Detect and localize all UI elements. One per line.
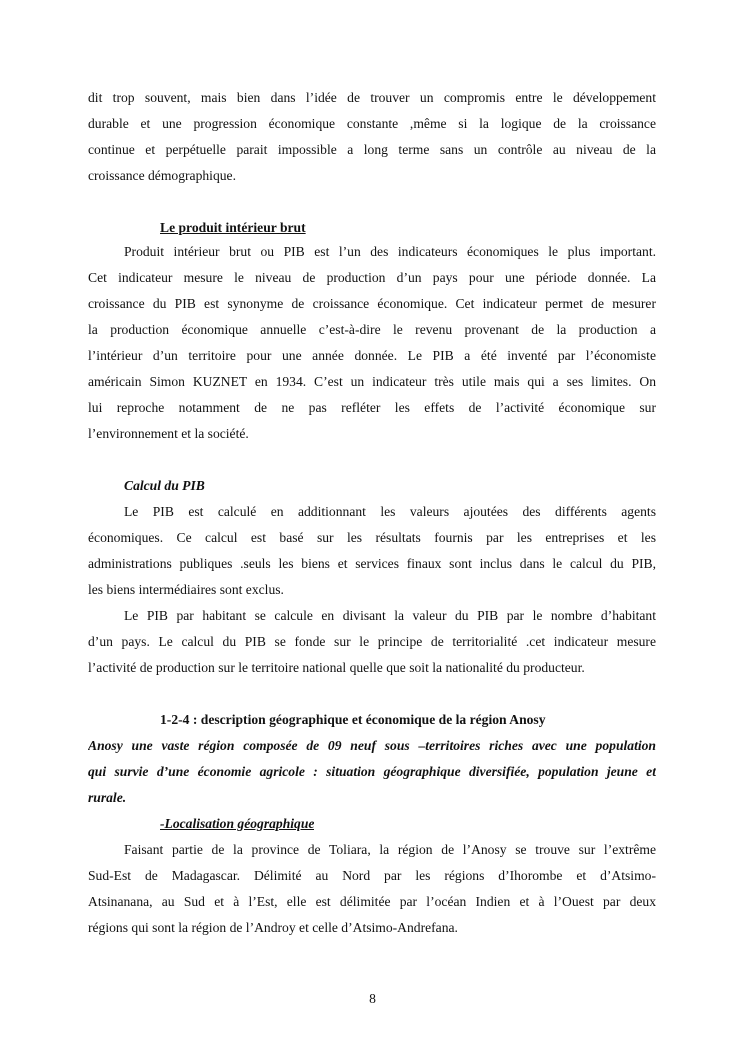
calcul-p1-line-2: économiques. Ce calcul est basé sur les résultats fournis par les entreprises et les [88,530,656,545]
calcul-p2-line-1: Le PIB par habitant se calcule en divisant la valeur du PIB par le nombre d’habitant [124,608,656,623]
intro-line-4: croissance démographique. [88,168,236,183]
pib-line-6: américain Simon KUZNET en 1934. C’est un indicateur très utile mais qui a ses limites. On [88,374,656,389]
intro-line-3: continue et perpétuelle parait impossible a long terme sans un contrôle au niveau de la [88,142,656,157]
localisation-line-4: régions qui sont la région de l’Androy et celle d’Atsimo-Andrefana. [88,920,458,935]
page-number: 8 [369,991,376,1006]
localisation-heading: -Localisation géographique [160,816,315,831]
pib-heading: Le produit intérieur brut [160,220,306,235]
summary-line-3: rurale. [88,790,127,805]
localisation-line-2: Sud-Est de Madagascar. Délimité au Nord par les régions d’Ihorombe et d’Atsimo- [88,868,656,883]
calcul-heading: Calcul du PIB [124,478,205,493]
calcul-p2-line-3: l’activité de production sur le territoire national quelle que soit la nationalité du producteur. [88,660,585,675]
section-heading: 1-2-4 : description géographique et économique de la région Anosy [160,712,546,727]
summary-line-2: qui survie d’une économie agricole : situation géographique diversifiée, population jeune et [88,764,656,779]
calcul-p1-line-4: les biens intermédiaires sont exclus. [88,582,284,597]
calcul-p1-line-3: administrations publiques .seuls les biens et services finaux sont inclus dans le calcul du PIB, [88,556,656,571]
localisation-line-1: Faisant partie de la province de Toliara, la région de l’Anosy se trouve sur l’extrême [124,842,656,857]
pib-line-3: croissance du PIB est synonyme de croissance économique. Cet indicateur permet de mesurer [88,296,656,311]
pib-line-5: l’intérieur d’un territoire pour une année donnée. Le PIB a été inventé par l’économiste [88,348,656,363]
intro-line-2: durable et une progression économique constante ,même si la logique de la croissance [88,116,656,131]
pib-line-8: l’environnement et la société. [88,426,249,441]
pib-line-4: la production économique annuelle c’est-à-dire le revenu provenant de la production a [88,322,656,337]
localisation-line-3: Atsinanana, au Sud et à l’Est, elle est délimitée par l’océan Indien et à l’Ouest par deux [88,894,656,909]
intro-line-1: dit trop souvent, mais bien dans l’idée de trouver un compromis entre le développement [88,90,656,105]
summary-line-1: Anosy une vaste région composée de 09 neuf sous –territoires riches avec une population [88,738,656,753]
calcul-p1-line-1: Le PIB est calculé en additionnant les valeurs ajoutées des différents agents [124,504,656,519]
calcul-p2-line-2: d’un pays. Le calcul du PIB se fonde sur le principe de territorialité .cet indicateur mesure [88,634,656,649]
pib-line-7: lui reproche notamment de ne pas refléter les effets de l’activité économique sur [88,400,656,415]
pib-line-1: Produit intérieur brut ou PIB est l’un des indicateurs économiques le plus important. [124,244,656,259]
pib-line-2: Cet indicateur mesure le niveau de production d’un pays pour une période donnée. La [88,270,656,285]
